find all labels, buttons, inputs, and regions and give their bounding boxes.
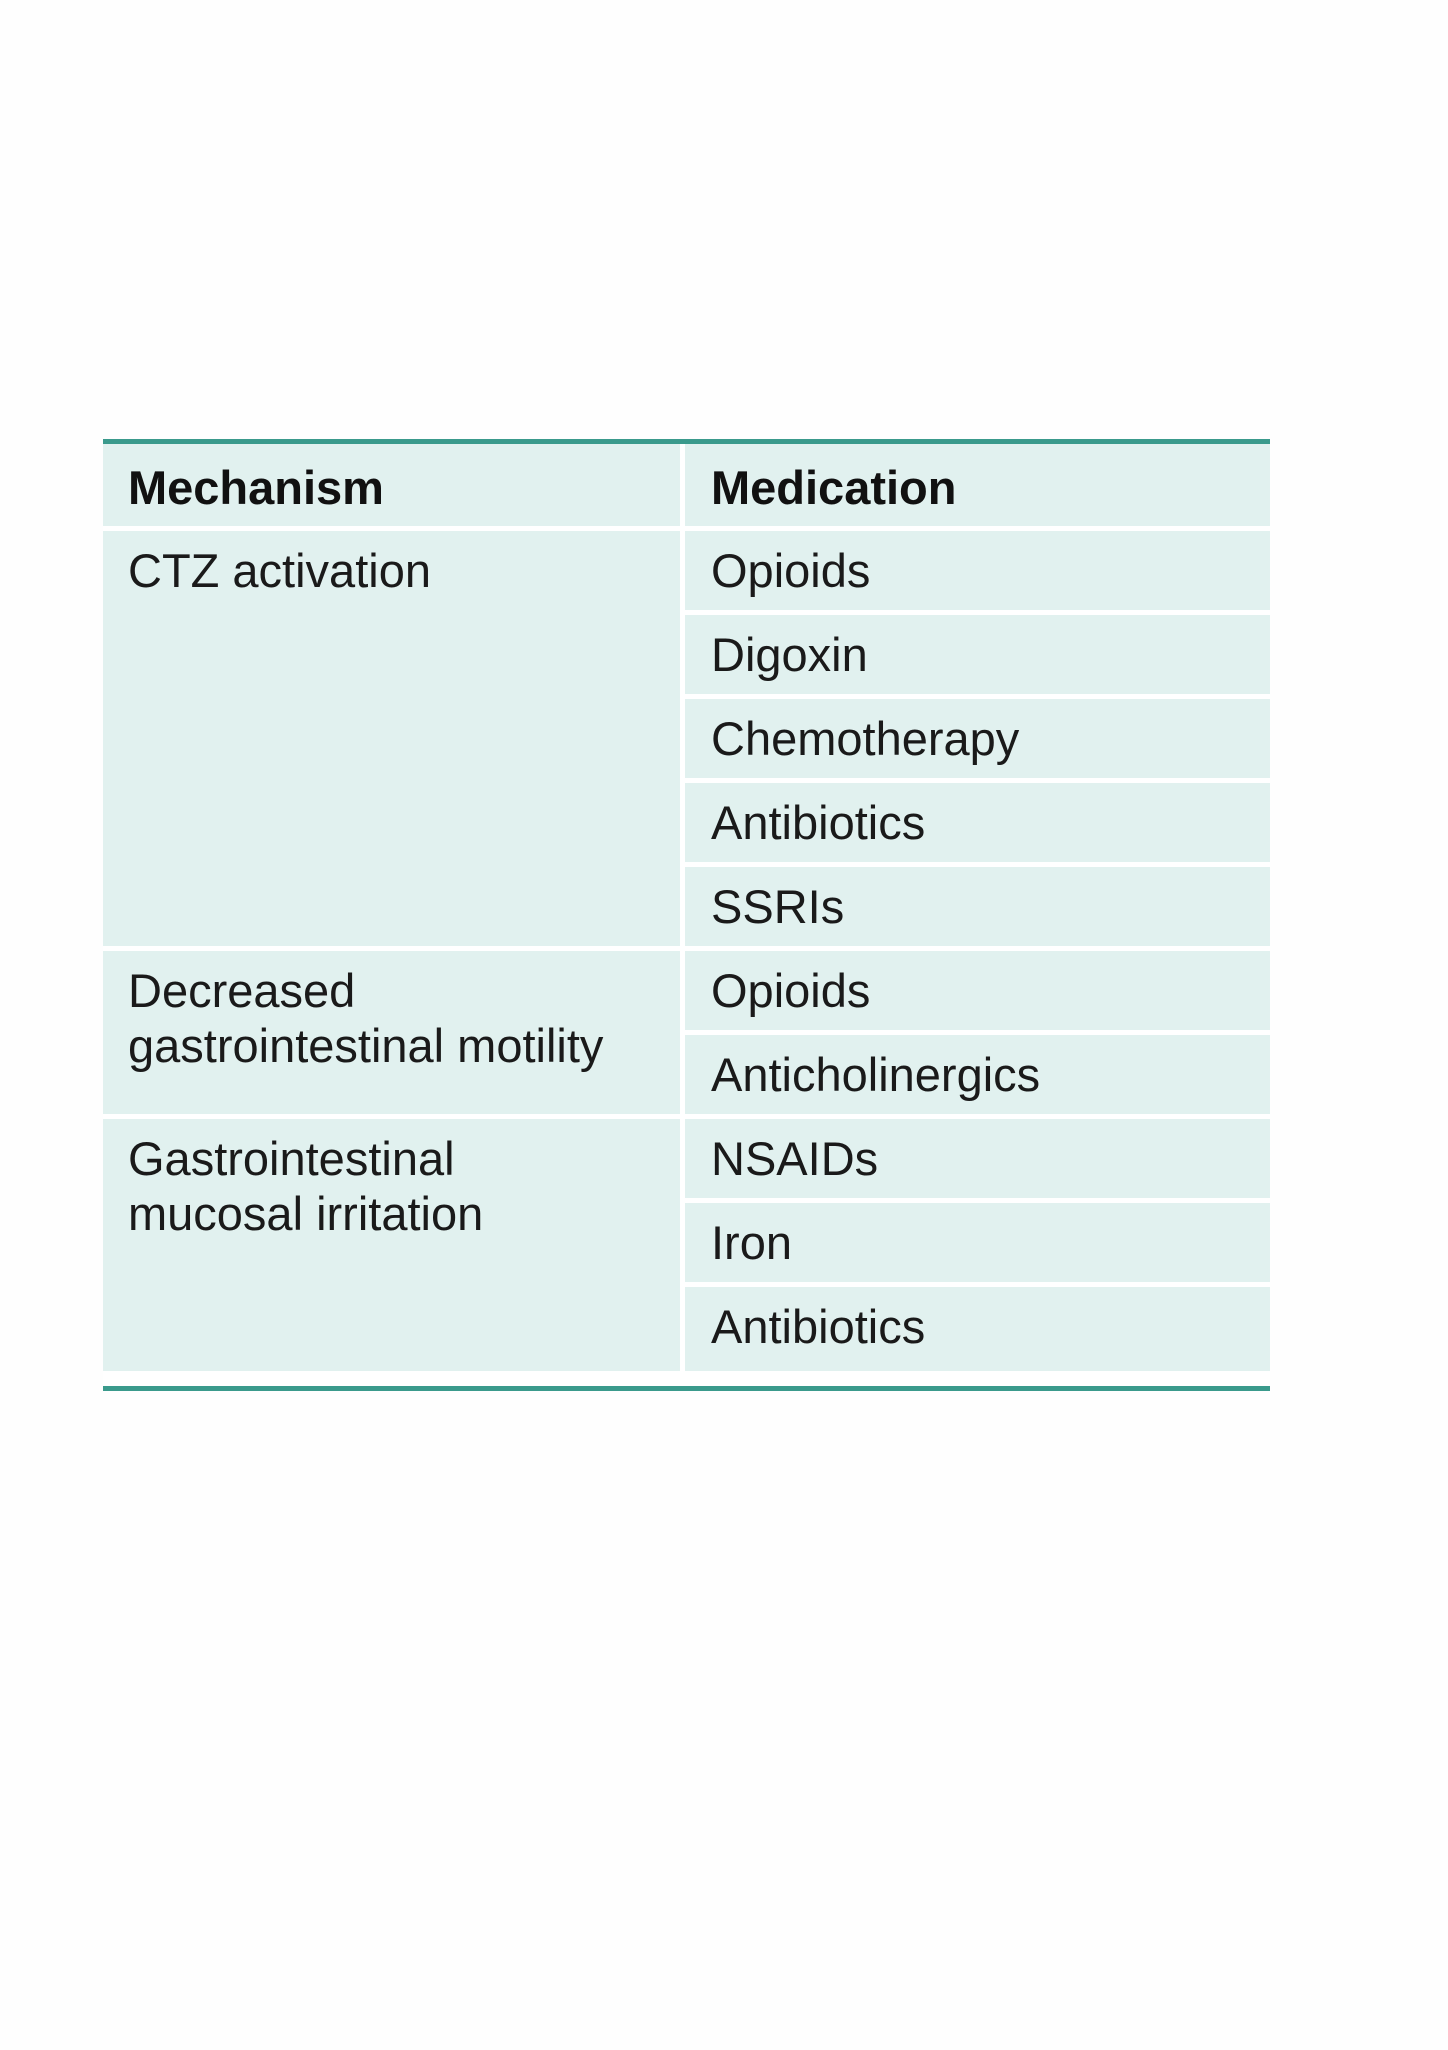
mechanism-line: Decreased — [128, 964, 356, 1017]
medication-cell: Antibiotics — [685, 783, 1270, 867]
mechanism-gi-mucosal-irritation — [103, 1119, 685, 1371]
medication-cell: NSAIDs — [685, 1119, 1270, 1203]
mechanism-line: mucosal irritation — [128, 1187, 484, 1240]
medication-cell: Chemotherapy — [685, 699, 1270, 783]
medication-cell: SSRIs — [685, 867, 1270, 951]
medication-cell: Digoxin — [685, 615, 1270, 699]
mechanism-ctz-activation: CTZ activation — [103, 531, 685, 951]
medication-cell: Opioids — [685, 951, 1270, 1035]
mechanism-line: Gastrointestinal — [128, 1132, 455, 1185]
header-mechanism: Mechanism — [103, 444, 685, 531]
medication-cell: Anticholinergics — [685, 1035, 1270, 1119]
mechanism-line: gastrointestinal motility — [128, 1019, 604, 1072]
mechanism-medication-table — [103, 439, 1270, 1391]
header-medication: Medication — [685, 444, 1270, 531]
table-grid — [103, 444, 1270, 1386]
medication-cell: Opioids — [685, 531, 1270, 615]
medication-cell: Antibiotics — [685, 1287, 1270, 1371]
mechanism-decreased-gi-motility — [103, 951, 685, 1119]
medication-cell: Iron — [685, 1203, 1270, 1287]
